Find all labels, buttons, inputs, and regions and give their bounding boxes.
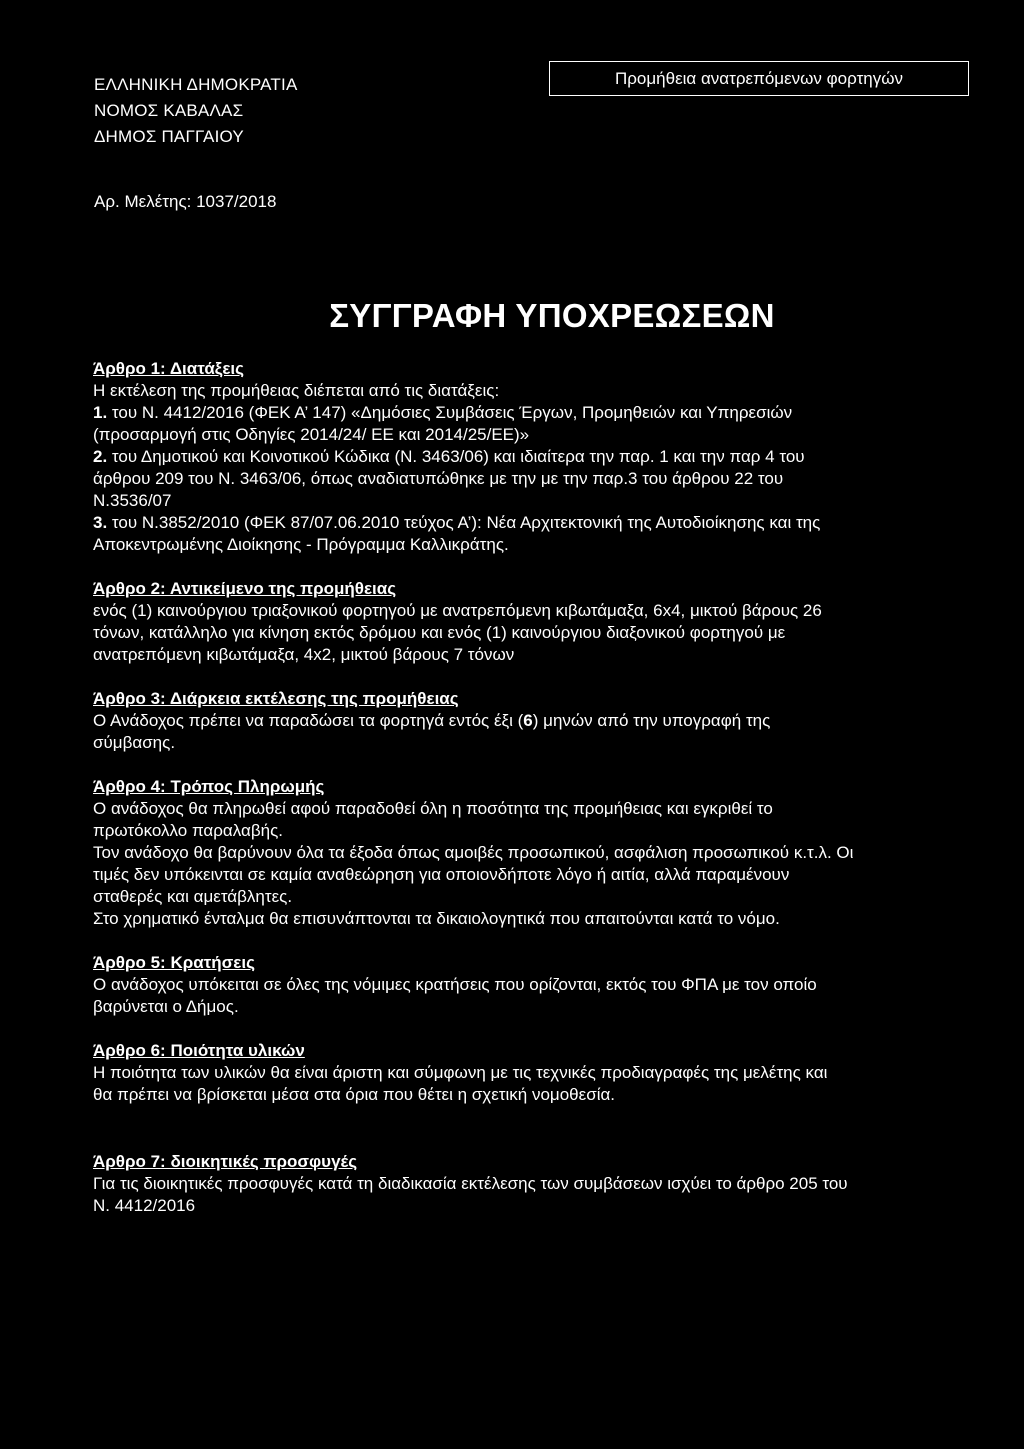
paragraph-line: Τον ανάδοχο θα βαρύνουν όλα τα έξοδα όπως αμοιβές προσωπικού, ασφάλιση προσωπικού κ.τ.λ. Οι: [93, 843, 854, 862]
paragraph-line: τόνων, κατάλληλο για κίνηση εκτός δρόμου και ενός (1) καινούργιου διαξονικού φορτηγού με: [93, 623, 786, 642]
provision-2-cont: άρθρου 209 του Ν. 3463/06, όπως αναδιατυπώθηκε με την με την παρ.3 του άρθρου 22 του: [93, 469, 784, 488]
article-3: [93, 688, 943, 754]
paragraph-line: Ο ανάδοχος υπόκειται σε όλες της νόμιμες κρατήσεις που ορίζονται, εκτός του ΦΠΑ με τον οποίο: [93, 975, 817, 994]
provision-1-cont: (προσαρμογή στις Οδηγίες 2014/24/ ΕΕ και 2014/25/ΕΕ)»: [93, 425, 530, 444]
text-part: ) μηνών από την υπογραφή της: [532, 711, 771, 730]
provision-3-cont: Αποκεντρωμένης Διοίκησης - Πρόγραμμα Καλλικράτης.: [93, 535, 509, 554]
article-heading: Άρθρο 3: Διάρκεια εκτέλεσης της προμήθειας: [93, 689, 459, 708]
article-5: [93, 952, 943, 1018]
article-4: [93, 776, 943, 930]
paragraph-line: σταθερές και αμετάβλητες.: [93, 887, 293, 906]
provision-1: [93, 402, 943, 424]
paragraph-line: [93, 710, 943, 732]
article-heading: Άρθρο 2: Αντικείμενο της προμήθειας: [93, 579, 397, 598]
paragraph-line: θα πρέπει να βρίσκεται μέσα στα όρια που θέτει η σχετική νομοθεσία.: [93, 1085, 616, 1104]
study-number: Αρ. Μελέτης: 1037/2018: [94, 192, 277, 211]
project-title-box: Προμήθεια ανατρεπόμενων φορτηγών: [549, 61, 969, 96]
paragraph-line: Η ποιότητα των υλικών θα είναι άριστη και σύμφωνη με τις τεχνικές προδιαγραφές της μελέτης και: [93, 1063, 828, 1082]
article-heading: Άρθρο 4: Τρόπος Πληρωμής: [93, 777, 325, 796]
issuer-line-prefecture: ΝΟΜΟΣ ΚΑΒΑΛΑΣ: [94, 101, 244, 120]
provision-2: [93, 446, 943, 468]
paragraph-line: Ν. 4412/2016: [93, 1196, 196, 1215]
provision-2-cont: Ν.3536/07: [93, 491, 172, 510]
paragraph-line: τιμές δεν υπόκεινται σε καμία αναθεώρηση για οποιονδήποτε λόγο ή αιτία, αλλά παραμένουν: [93, 865, 790, 884]
article-7: [93, 1151, 943, 1217]
provision-3: [93, 512, 943, 534]
document-body: [93, 358, 943, 1217]
paragraph-line: βαρύνεται ο Δήμος.: [93, 997, 239, 1016]
text-part: Ο Ανάδοχος πρέπει να παραδώσει τα φορτηγά εντός έξι (: [93, 711, 524, 730]
provision-number: 3.: [93, 513, 108, 532]
article-heading: Άρθρο 1: Διατάξεις: [93, 359, 244, 378]
article-heading: Άρθρο 6: Ποιότητα υλικών: [93, 1041, 305, 1060]
provision-number: 2.: [93, 447, 108, 466]
article-1: [93, 358, 943, 556]
paragraph-line: σύμβασης.: [93, 733, 176, 752]
article-2: [93, 578, 943, 666]
provision-number: 1.: [93, 403, 108, 422]
paragraph-line: Στο χρηματικό ένταλμα θα επισυνάπτονται τα δικαιολογητικά που απαιτούνται κατά το νόμο.: [93, 909, 780, 928]
paragraph-line: Ο ανάδοχος θα πληρωθεί αφού παραδοθεί όλη η ποσότητα της προμήθειας και εγκριθεί το: [93, 799, 773, 818]
paragraph-line: ανατρεπόμενη κιβωτάμαξα, 4x2, μικτού βάρους 7 τόνων: [93, 645, 515, 664]
paragraph-line: πρωτόκολλο παραλαβής.: [93, 821, 283, 840]
article-1-intro: Η εκτέλεση της προμήθειας διέπεται από τις διατάξεις:: [93, 381, 500, 400]
issuer-line-country: ΕΛΛΗΝΙΚΗ ΔΗΜΟΚΡΑΤΙΑ: [94, 75, 298, 94]
provision-text: του Ν.3852/2010 (ΦΕΚ 87/07.06.2010 τεύχος Α’): Νέα Αρχιτεκτονική της Αυτοδιοίκησης και της: [111, 513, 821, 532]
months-count: 6: [523, 711, 533, 730]
article-heading: Άρθρο 5: Κρατήσεις: [93, 953, 255, 972]
issuer-block: [94, 72, 297, 150]
provision-text: του Δημοτικού και Κοινοτικού Κώδικα (Ν. 3463/06) και ιδιαίτερα την παρ. 1 και την παρ 4 του: [111, 447, 805, 466]
article-heading: Άρθρο 7: διοικητικές προσφυγές: [93, 1152, 358, 1171]
document-title: ΣΥΓΓΡΑΦΗ ΥΠΟΧΡΕΩΣΕΩΝ: [329, 297, 775, 334]
paragraph-line: ενός (1) καινούργιου τριαξονικού φορτηγού με ανατρεπόμενη κιβωτάμαξα, 6x4, μικτού βάρους 26: [93, 601, 822, 620]
provision-text: του Ν. 4412/2016 (ΦΕΚ Α’ 147) «Δημόσιες Συμβάσεις Έργων, Προμηθειών και Υπηρεσιών: [111, 403, 793, 422]
paragraph-line: Για τις διοικητικές προσφυγές κατά τη διαδικασία εκτέλεσης των συμβάσεων ισχύει το άρθρο 205 του: [93, 1174, 848, 1193]
article-6: [93, 1040, 943, 1106]
issuer-line-municipality: ΔΗΜΟΣ ΠΑΓΓΑΙΟΥ: [94, 127, 244, 146]
